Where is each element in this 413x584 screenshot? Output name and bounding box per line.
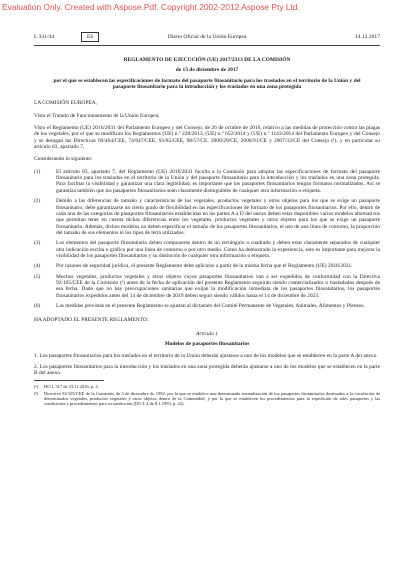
footnote-number: (²) bbox=[34, 390, 39, 396]
recital bbox=[34, 274, 380, 299]
article-heading: Modelos de pasaportes fitosanitarios bbox=[164, 341, 250, 347]
considerando-intro: Considerando lo siguiente: bbox=[34, 156, 93, 163]
page-reference: L 331/44 bbox=[34, 34, 55, 40]
footnote-number: (¹) bbox=[34, 384, 39, 390]
page-header bbox=[34, 32, 380, 44]
recital bbox=[34, 169, 380, 194]
recital-text: Muchos vegetales, productos vegetales y otros objetos cuyos pasaportes fitosanitarios van a ser expedidos de conformidad con la Directiva 92/105/CEE de la Comisión (²) antes de la fecha de aplicación del presente Reglamento seguirán siendo comercializados o trasladados después de esa fecha. Dado que no hay preocupaciones sanitarias que exijan la modificación inmediata de los pasaportes fitosanitarios, los pasaportes fitosanitarios expedidos antes del 14 de diciembre de 2019 deben seguir siendo válidos hasta el 14 de diciembre de 2023. bbox=[56, 273, 380, 299]
recital-number: (6) bbox=[34, 302, 41, 309]
recital bbox=[34, 198, 380, 236]
recital-number: (5) bbox=[34, 273, 41, 280]
recital-text: Por razones de seguridad jurídica, el presente Reglamento debe aplicarse a partir de la misma fecha que el Reglamento (UE) 2016/2031. bbox=[56, 263, 353, 270]
journal-name: Diario Oficial de la Unión Europea bbox=[167, 34, 247, 40]
recital bbox=[34, 240, 380, 259]
recital-number: (1) bbox=[34, 168, 41, 175]
language-badge: ES bbox=[81, 32, 99, 42]
recital-text: Los elementos del pasaporte fitosanitario deben componerse dentro de un rectángulo o cuadrado y deben estar claramente separados de cualquier otra indicación escrita o gráfica por una línea de contorno o por otro medio. Como ha demostrado la experiencia, esto es importante para mejorar la visibilidad de los pasaportes fitosanitarios y su distinción de cualquier otra información o etiqueta. bbox=[56, 240, 380, 259]
publication-date: 14.12.2017 bbox=[354, 34, 380, 40]
title-line-1: REGLAMENTO DE EJECUCIÓN (UE) 2017/2313 DE LA COMISIÓN bbox=[123, 57, 291, 63]
document-body bbox=[34, 50, 380, 408]
issuer: LA COMISIÓN EUROPEA, bbox=[34, 100, 97, 107]
recital bbox=[34, 303, 380, 309]
adoption-statement: HA ADOPTADO EL PRESENTE REGLAMENTO: bbox=[34, 317, 149, 324]
recital-text: El artículo 83, apartado 7, del Reglamento (UE) 2016/2031 faculta a la Comisión para adoptar las especificaciones de formato del pasaporte fitosanitario para los traslados en el territorio de la Unión y del pasaporte fitosanitario para la introducción y los traslados en una zona protegida. Para facilitar la visibilidad y garantizar una clara legibilidad, es importante que los pasaportes fitosanitarios tengan formatos normalizados. Así se garantiza también que los pasaportes fitosanitarios sean claramente distinguibles de cualquier otra información o etiqueta. bbox=[56, 168, 380, 194]
recital bbox=[34, 263, 380, 269]
footnote-text: Directiva 92/105/CEE de la Comisión, de 3 de diciembre de 1992, por la que se establece una determinada normalización de los pasaportes fitosanitarios destinados a la circulación de determinados vegetales, productos vegetales y otros objetos dentro de la Comunidad, y por la que se establecen los procedimientos para la expedición de tales pasaportes y las condiciones y procedimientos para su sustitución (DO L 4 de 8.1.1993, p. 22). bbox=[44, 390, 380, 407]
recital-number: (4) bbox=[34, 263, 41, 270]
footnote bbox=[34, 384, 380, 389]
footnote-divider bbox=[34, 380, 104, 381]
evaluation-watermark: Evaluation Only. Created with Aspose.Pdf. Copyright 2002-2012 Aspose Pty Ltd. bbox=[2, 2, 300, 12]
regulation-title bbox=[46, 57, 368, 90]
article-title: Artículo 1 bbox=[196, 330, 218, 337]
recital-text: Las medidas previstas en el presente Reglamento se ajustan al dictamen del Comité Permanente de Vegetales, Animales, Alimentos y Piensos. bbox=[56, 302, 365, 309]
article-paragraph-1: 1. Los pasaportes fitosanitarios para los traslados en el territorio de la Unión deberán ajustarse a uno de los modelos que se establecen en la parte A del anexo. bbox=[34, 353, 378, 360]
footnote bbox=[34, 391, 380, 407]
article-paragraph-2: 2. Los pasaportes fitosanitarios para la introducción y los traslados en una zona protegida deberán ajustarse a uno de los modelos que se establecen en la parte B del anexo. bbox=[34, 363, 380, 377]
title-subject: por el que se establecen las especificaciones de formato del pasaporte fitosanitario para los traslados en el territorio de la Unión y del pasaporte fitosanitario para la introducción y los traslados en una zona protegida bbox=[53, 77, 361, 91]
recital-number: (2) bbox=[34, 198, 41, 205]
visto-regulation: Visto el Reglamento (UE) 2016/2031 del Parlamento Europeo y del Consejo, de 26 de octubre de 2016, relativo a las medidas de protección contra las plagas de los vegetales, por el que se modifican los Reglamentos (UE) n.º 228/2013, (UE) n.º 652/2014 y (UE) n.º 1143/2014 del Parlamento Europeo y del Consejo y se derogan las Directivas 69/464/CEE, 74/647/CEE, 93/85/CEE, 98/57/CE, 2000/29/CE, 2006/91/CE y 2007/33/CE del Consejo (¹), y en particular su artículo 83, apartado 7, bbox=[34, 125, 380, 151]
footnote-text: DO L 317 de 23.11.2016, p. 4. bbox=[44, 384, 99, 390]
header-divider bbox=[34, 45, 380, 46]
recital-number: (3) bbox=[34, 240, 41, 247]
recital-text: Debido a las diferencias de tamaño y características de los vegetales, productos vegetales y otros objetos para los que se exige un pasaporte fitosanitario, debe garantizarse un cierto grado de flexibilidad en las especificaciones de formato de los pasaportes fitosanitarios. Por ello, dentro de cada una de las categorías de pasaportes fitosanitarios establecidas en las partes A a D del anexo deben estar disponibles varios modelos alternativos que permitan tener en cuenta dichas diferencias entre los vegetales, productos vegetales y otros objetos para los que se exige un pasaporte fitosanitario. Además, dichos modelos no deben especificar el tamaño de los pasaportes fitosanitarios, el uso de una línea de contorno, la proporción del tamaño de sus elementos ni los tipos de letra utilizados. bbox=[56, 198, 380, 236]
title-date: de 13 de diciembre de 2017 bbox=[175, 67, 239, 74]
visto-treaty: Visto el Tratado de Funcionamiento de la Unión Europea, bbox=[34, 112, 160, 119]
